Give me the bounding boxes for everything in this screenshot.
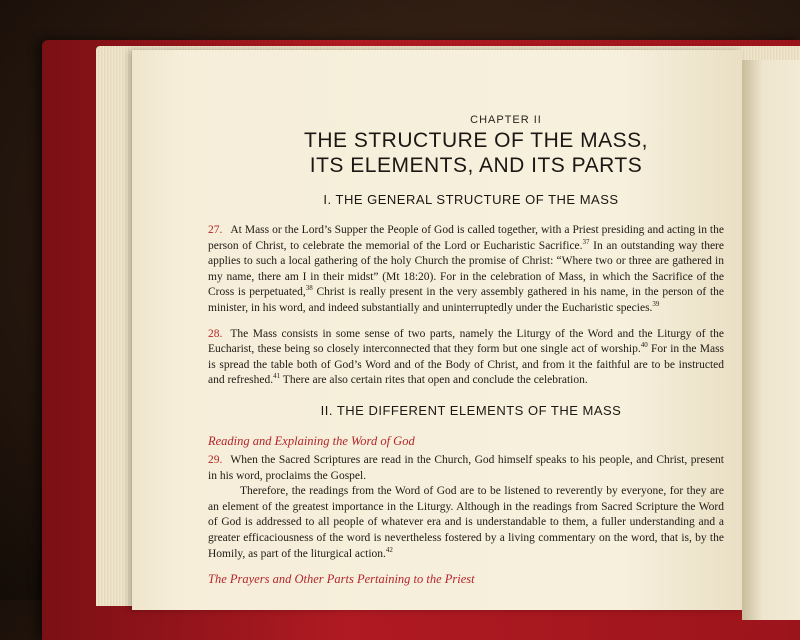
paragraph-text: In an outstanding way there applies to such a local gathering of the holy Church the promise of Christ: “Where two or three are gathered in my name, there am I in their midst” (Mt 18:20). For in the celebration of Mass, in which the Sacrifice of the Cross is perpetuated,: [208, 239, 724, 299]
footnote-ref: 41: [273, 372, 281, 381]
title-line-1: THE STRUCTURE OF THE MASS,: [304, 129, 648, 152]
paragraph-text: Christ is really present in the very assembly gathered in his name, in the person of the minister, in his word, and indeed substantially and uninterruptedly under the Eucharistic species.: [208, 286, 724, 314]
page-text: [208, 114, 724, 591]
footnote-ref: 38: [305, 284, 313, 293]
paragraph-text: At Mass or the Lord’s Supper the People of God is called together, with a Priest presiding and acting in the person of Christ, to celebrate the memorial of the Lord or Eucharistic Sacrifice.: [208, 224, 724, 252]
paragraph-text: For in the Mass is spread the table both of God’s Word and of the Body of Christ, and from it the faithful are to be instructed and refreshed.: [208, 343, 725, 387]
section-heading-2: II. THE DIFFERENT ELEMENTS OF THE MASS: [320, 402, 622, 418]
section-heading-1: I. THE GENERAL STRUCTURE OF THE MASS: [323, 192, 619, 207]
footnote-ref: 39: [652, 300, 660, 309]
paragraph-28: [208, 327, 724, 389]
title-line-2: ITS ELEMENTS, AND ITS PARTS: [309, 154, 643, 177]
paragraph-29: [208, 453, 724, 484]
chapter-title: [228, 128, 724, 178]
footnote-ref: 37: [582, 237, 590, 246]
facing-page: [742, 60, 800, 620]
paragraph-29-continued: [208, 484, 724, 562]
paragraph-text: When the Sacred Scriptures are read in the Church, God himself speaks to his people, and Christ, present in his word, proclaims the Gospel.: [208, 453, 724, 482]
paragraph-number: 27.: [208, 224, 223, 236]
paragraph-number: 28.: [208, 327, 223, 340]
paragraph-number: 29.: [208, 453, 223, 466]
footnote-ref: 42: [385, 545, 393, 554]
paragraph-text: There are also certain rites that open and conclude the celebration.: [280, 374, 588, 387]
subheading-prayers: The Prayers and Other Parts Pertaining to the Priest: [208, 572, 475, 587]
chapter-label: CHAPTER II: [470, 114, 542, 126]
paragraph-27: [208, 223, 724, 317]
paragraph-text: Therefore, the readings from the Word of God are to be listened to reverently by everyone, for they are an element of the greatest importance in the Liturgy. Although in the readings from Sacred Scripture the Word of God is addressed to all people of whatever era and is understandable to them, a fuller understanding and a greater efficaciousness of the word is nevertheless fostered by a living commentary on the word, that is, by the Homily, as part of the liturgical action.: [208, 485, 724, 560]
footnote-ref: 40: [640, 341, 648, 350]
subheading-reading: Reading and Explaining the Word of God: [208, 433, 415, 448]
paragraph-text: The Mass consists in some sense of two parts, namely the Liturgy of the Word and the Liturgy of the Eucharist, these being so closely interconnected that they form but one single act of worship.: [208, 327, 724, 356]
